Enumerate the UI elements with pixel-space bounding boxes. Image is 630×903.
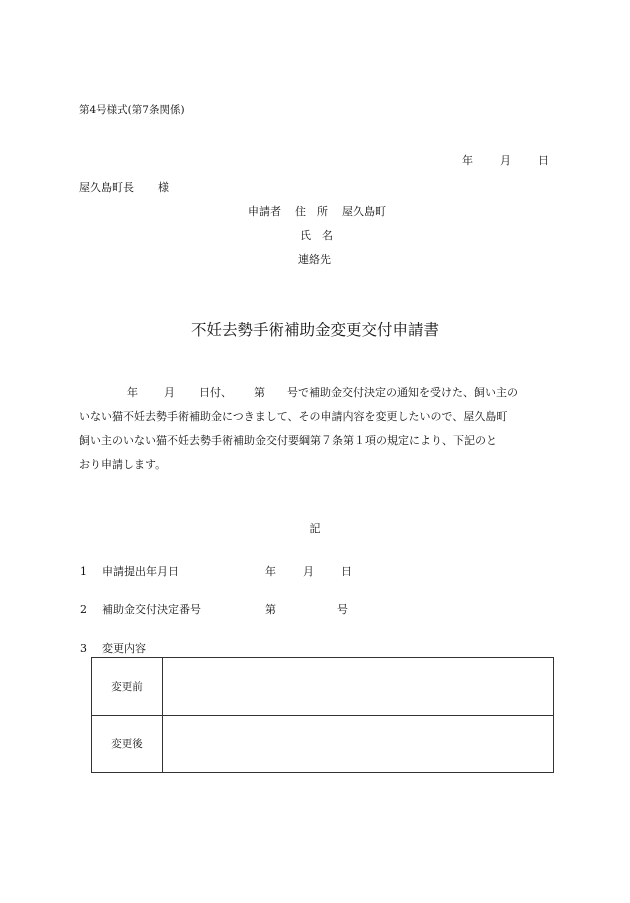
body-line-2: いない猫不妊去勢手術補助金につきまして、その申請内容を変更したいので、屋久島町 [79,410,508,423]
body-month: 月 [164,386,175,399]
item-submission-date [80,563,352,579]
body-line-3: 飼い主のいない猫不妊去勢手術補助金交付要綱第７条第１項の規定により、下記のと [79,434,497,447]
address-value: 屋久島町 [342,205,386,218]
body-rest: 号で補助金交付決定の通知を受けた、飼い主の [287,386,518,399]
item-label: 変更内容 [102,642,146,655]
contact-label: 連絡先 [298,253,331,266]
body-day: 日付、 [199,386,232,399]
body-line-1 [79,381,554,405]
before-cell[interactable] [163,658,554,716]
before-label: 変更前 [92,658,163,716]
item-number: 1 [80,565,87,578]
date-line [462,152,549,168]
applicant-label: 申請者 [248,205,281,218]
change-table [91,657,554,773]
addressee-name: 屋久島町長 [79,181,134,194]
addressee [79,179,169,195]
body-no: 第 [254,386,265,399]
year-label: 年 [462,154,473,167]
item-day: 日 [341,565,352,578]
item-number: 2 [80,603,87,616]
applicant-address-row [248,203,386,219]
applicant-name-row [300,227,333,243]
item-no-prefix: 第 [265,603,276,616]
day-label: 日 [538,154,549,167]
applicant-contact-row [298,251,331,267]
item-month: 月 [303,565,314,578]
form-number: 第4号様式(第7条関係) [79,104,185,116]
item-year: 年 [265,565,276,578]
item-label: 申請提出年月日 [102,565,179,578]
after-label: 変更後 [92,715,163,773]
ki-heading: 記 [309,522,321,535]
item-label: 補助金交付決定番号 [102,603,201,616]
body-year: 年 [127,386,138,399]
body-line-4: おり申請します。 [79,458,167,471]
address-label: 住 所 [295,205,328,218]
document-title: 不妊去勢手術補助金変更交付申請書 [190,321,439,339]
month-label: 月 [500,154,511,167]
item-decision-number [80,601,348,617]
table-row [92,715,554,773]
after-cell[interactable] [163,715,554,773]
item-number: 3 [80,642,87,655]
table-row [92,658,554,716]
addressee-honorific: 様 [158,181,169,194]
item-change-content [80,640,265,656]
item-no-suffix: 号 [337,603,348,616]
body-paragraph [79,381,554,477]
name-label: 氏 名 [300,229,333,242]
